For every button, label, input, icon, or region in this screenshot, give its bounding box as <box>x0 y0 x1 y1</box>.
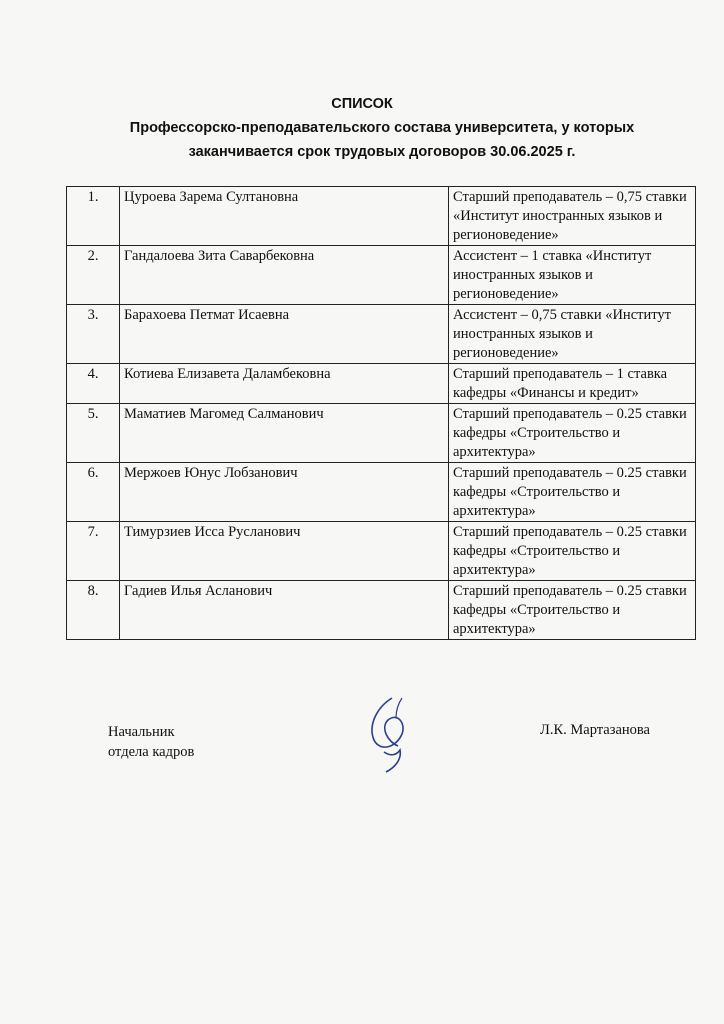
role-line-1: Начальник <box>108 724 175 740</box>
employee-name: Мержоев Юнус Лобзанович <box>120 463 449 522</box>
role-line-2: отдела кадров <box>108 744 195 760</box>
employee-name: Котиева Елизавета Даламбековна <box>120 364 449 404</box>
handwritten-signature <box>362 690 422 780</box>
table-row <box>67 404 696 463</box>
row-number: 1. <box>67 187 120 246</box>
row-number: 4. <box>67 364 120 404</box>
row-number: 5. <box>67 404 120 463</box>
staff-table <box>66 186 696 640</box>
employee-name: Барахоева Петмат Исаевна <box>120 305 449 364</box>
employee-name: Маматиев Магомед Салманович <box>120 404 449 463</box>
row-number: 3. <box>67 305 120 364</box>
signatory-role <box>108 722 194 762</box>
employee-name: Гандалоева Зита Саварбековна <box>120 246 449 305</box>
employee-position: Старший преподаватель – 0.25 ставки кафедры «Строительство и архитектура» <box>449 522 696 581</box>
table-row <box>67 187 696 246</box>
employee-name: Гадиев Илья Асланович <box>120 581 449 640</box>
row-number: 2. <box>67 246 120 305</box>
table-row <box>67 246 696 305</box>
employee-position: Ассистент – 1 ставка «Институт иностранных языков и регионоведение» <box>449 246 696 305</box>
document-header <box>0 92 724 164</box>
row-number: 8. <box>67 581 120 640</box>
document-subtitle-line1: Профессорско-преподавательского состава университета, у которых <box>129 120 635 136</box>
employee-name: Тимурзиев Исса Русланович <box>120 522 449 581</box>
employee-position: Старший преподаватель – 0.25 ставки кафедры «Строительство и архитектура» <box>449 463 696 522</box>
employee-position: Ассистент – 0,75 ставки «Институт иностранных языков и регионоведение» <box>449 305 696 364</box>
document-title: СПИСОК <box>331 96 393 112</box>
employee-position: Старший преподаватель – 0,75 ставки «Институт иностранных языков и регионоведение» <box>449 187 696 246</box>
employee-position: Старший преподаватель – 1 ставка кафедры «Финансы и кредит» <box>449 364 696 404</box>
employee-position: Старший преподаватель – 0.25 ставки кафедры «Строительство и архитектура» <box>449 404 696 463</box>
signatory-name: Л.К. Мартазанова <box>540 722 650 738</box>
employee-position: Старший преподаватель – 0.25 ставки кафедры «Строительство и архитектура» <box>449 581 696 640</box>
table-row <box>67 581 696 640</box>
table-row <box>67 364 696 404</box>
document-subtitle-line2: заканчивается срок трудовых договоров 30.06.2025 г. <box>188 144 576 160</box>
row-number: 6. <box>67 463 120 522</box>
table-row <box>67 305 696 364</box>
table-row <box>67 463 696 522</box>
table-row <box>67 522 696 581</box>
row-number: 7. <box>67 522 120 581</box>
employee-name: Цуроева Зарема Султановна <box>120 187 449 246</box>
